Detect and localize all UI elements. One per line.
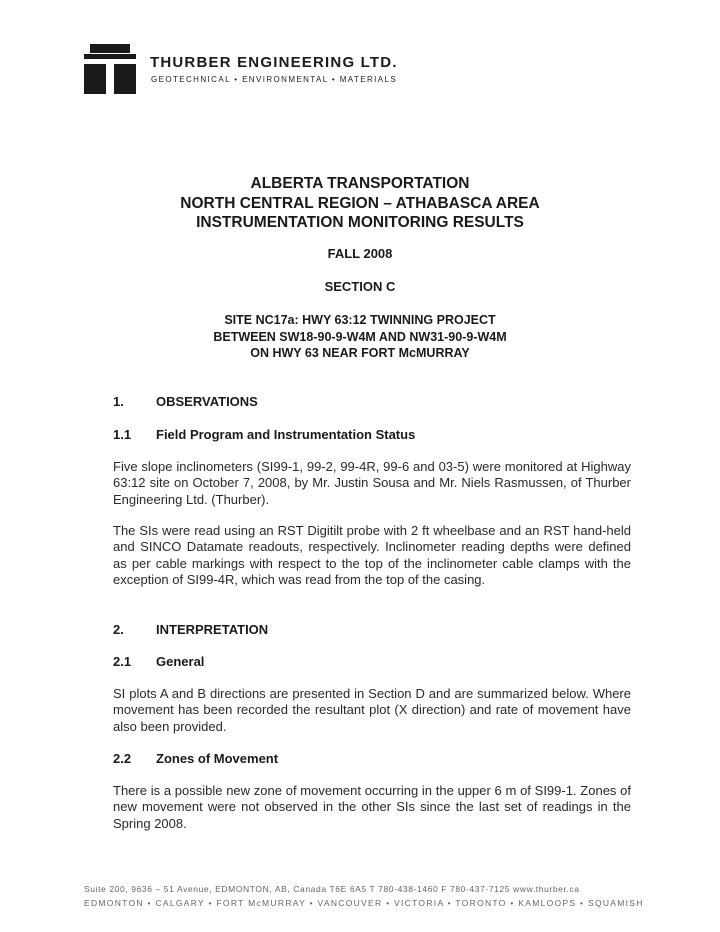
company-name: THURBER ENGINEERING LTD.: [150, 54, 398, 71]
heading-field-program: [113, 427, 415, 442]
heading-general: [113, 654, 204, 669]
heading-number: 1.1: [113, 427, 132, 442]
heading-text: Field Program and Instrumentation Status: [156, 427, 416, 442]
paragraph-zones-of-movement: There is a possible new zone of movement occurring in the upper 6 m of SI99-1. Zones of new movement were not observed in the other SIs since the last set of readings in the Spring 2008.: [113, 783, 631, 831]
heading-observations: [113, 394, 258, 409]
site-line-2: BETWEEN SW18-90-9-W4M AND NW31-90-9-W4M: [213, 329, 507, 344]
heading-text: General: [156, 654, 205, 669]
heading-interpretation: [113, 622, 268, 637]
heading-zones-of-movement: [113, 751, 278, 766]
report-section: SECTION C: [324, 279, 396, 294]
site-line-1: SITE NC17a: HWY 63:12 TWINNING PROJECT: [224, 313, 496, 327]
title-line-1: ALBERTA TRANSPORTATION: [250, 175, 470, 192]
heading-text: Zones of Movement: [156, 751, 279, 766]
paragraph-field-program: Five slope inclinometers (SI99-1, 99-2, 99-4R, 99-6 and 03-5) were monitored at Highway 63:12 site on October 7, 2008, by Mr. Justin Sousa and Mr. Niels Rasmussen, of Thurber Engineering Ltd. (Thurber).: [113, 459, 631, 507]
site-line-3: ON HWY 63 NEAR FORT McMURRAY: [250, 346, 470, 360]
heading-text: INTERPRETATION: [156, 622, 269, 637]
heading-number: 2.: [113, 622, 124, 637]
report-title: [0, 174, 720, 233]
heading-number: 2.2: [113, 751, 132, 766]
site-description: [0, 312, 720, 362]
company-logo: [84, 44, 136, 94]
heading-text: OBSERVATIONS: [156, 394, 258, 409]
title-line-2: NORTH CENTRAL REGION – ATHABASCA AREA: [180, 194, 540, 212]
title-line-3: INSTRUMENTATION MONITORING RESULTS: [196, 214, 524, 231]
company-tagline: GEOTECHNICAL • ENVIRONMENTAL • MATERIALS: [151, 75, 398, 84]
report-season: FALL 2008: [327, 246, 393, 261]
heading-number: 1.: [113, 394, 124, 409]
footer-address: Suite 200, 9636 – 51 Avenue, EDMONTON, AB, Canada T6E 6A5 T 780-438-1460 F 780-437-7125 www.thurber.ca: [84, 884, 580, 894]
paragraph-general: SI plots A and B directions are presented in Section D and are summarized below. Where movement has been recorded the resultant plot (X direction) and rate of movement have also been provided.: [113, 686, 631, 734]
footer-offices: EDMONTON • CALGARY • FORT McMURRAY • VANCOUVER • VICTORIA • TORONTO • KAMLOOPS • SQUAMISH: [84, 898, 644, 908]
paragraph-readings: The SIs were read using an RST Digitilt probe with 2 ft wheelbase and an RST hand-held and SINCO Datamate readouts, respectively. Inclinometer reading depths were defined as per cable markings with respect to the top of the inclinometer cable clamps with the exception of SI99-4R, which was read from the top of the casing.: [113, 523, 631, 588]
heading-number: 2.1: [113, 654, 132, 669]
